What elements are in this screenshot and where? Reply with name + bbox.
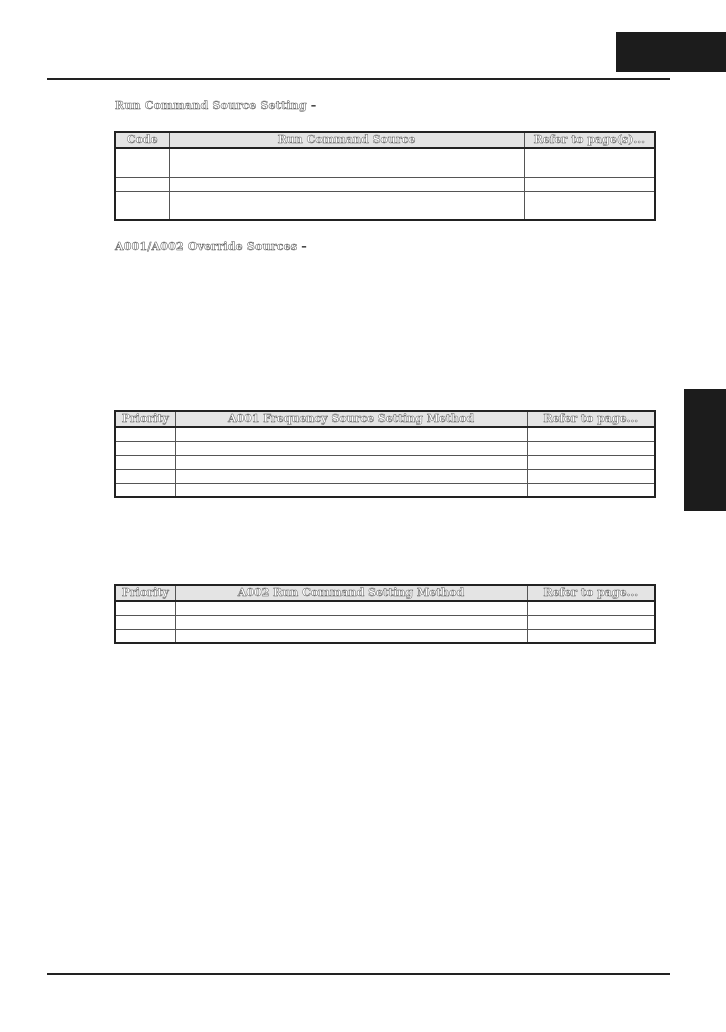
col-a001-method: A001 Frequency Source Setting Method <box>175 411 527 427</box>
table-cell <box>524 148 655 177</box>
table-cell <box>115 469 175 483</box>
table-header-row <box>115 585 655 601</box>
table-cell <box>527 455 655 469</box>
table-cell <box>527 615 655 629</box>
table-cell <box>527 427 655 441</box>
col-priority: Priority <box>115 585 175 601</box>
a001-priority-table <box>114 410 656 498</box>
col-refer-page: Refer to page... <box>527 411 655 427</box>
a002-priority-table <box>114 584 656 644</box>
run-command-table <box>114 131 656 221</box>
chapter-tab <box>616 32 726 72</box>
col-refer-pages: Refer to page(s)... <box>524 132 655 148</box>
table-cell <box>175 455 527 469</box>
table-cell <box>115 427 175 441</box>
table-cell <box>175 483 527 497</box>
table-cell <box>115 629 175 643</box>
table-cell <box>175 601 527 615</box>
table-cell <box>524 177 655 191</box>
table-cell <box>115 483 175 497</box>
col-a002-method: A002 Run Command Setting Method <box>175 585 527 601</box>
table-cell <box>115 601 175 615</box>
table-cell <box>175 629 527 643</box>
table-cell <box>115 191 169 220</box>
table-header-row <box>115 411 655 427</box>
table-row <box>115 615 655 629</box>
table-row <box>115 191 655 220</box>
col-code: Code <box>115 132 169 148</box>
table-cell <box>115 615 175 629</box>
table-row <box>115 455 655 469</box>
table-cell <box>115 177 169 191</box>
table-row <box>115 469 655 483</box>
table-row <box>115 483 655 497</box>
override-heading-text: A001/A002 Override Sources <box>115 240 298 253</box>
table-cell <box>527 629 655 643</box>
col-run-command-source: Run Command Source <box>169 132 524 148</box>
table-cell <box>169 177 524 191</box>
table-header-row <box>115 132 655 148</box>
table-cell <box>524 191 655 220</box>
table-cell <box>527 601 655 615</box>
footer-rule <box>47 973 670 975</box>
run-command-heading-dash: – <box>310 99 317 112</box>
table-cell <box>169 148 524 177</box>
override-heading-dash: – <box>301 240 307 253</box>
table-row <box>115 441 655 455</box>
table-cell <box>175 441 527 455</box>
run-command-heading-text: Run Command Source Setting <box>115 99 307 112</box>
table-cell <box>527 483 655 497</box>
section-side-tab <box>684 389 726 511</box>
table-cell <box>115 441 175 455</box>
table-cell <box>175 615 527 629</box>
table-cell <box>527 469 655 483</box>
table-cell <box>169 191 524 220</box>
table-cell <box>115 455 175 469</box>
table-row <box>115 148 655 177</box>
table-row <box>115 427 655 441</box>
col-refer-page: Refer to page... <box>527 585 655 601</box>
col-priority: Priority <box>115 411 175 427</box>
table-row <box>115 629 655 643</box>
table-cell <box>175 469 527 483</box>
header-rule <box>47 78 670 80</box>
table-cell <box>175 427 527 441</box>
run-command-heading <box>115 99 317 112</box>
override-heading <box>115 240 307 253</box>
table-row <box>115 601 655 615</box>
table-row <box>115 177 655 191</box>
table-cell <box>527 441 655 455</box>
table-cell <box>115 148 169 177</box>
